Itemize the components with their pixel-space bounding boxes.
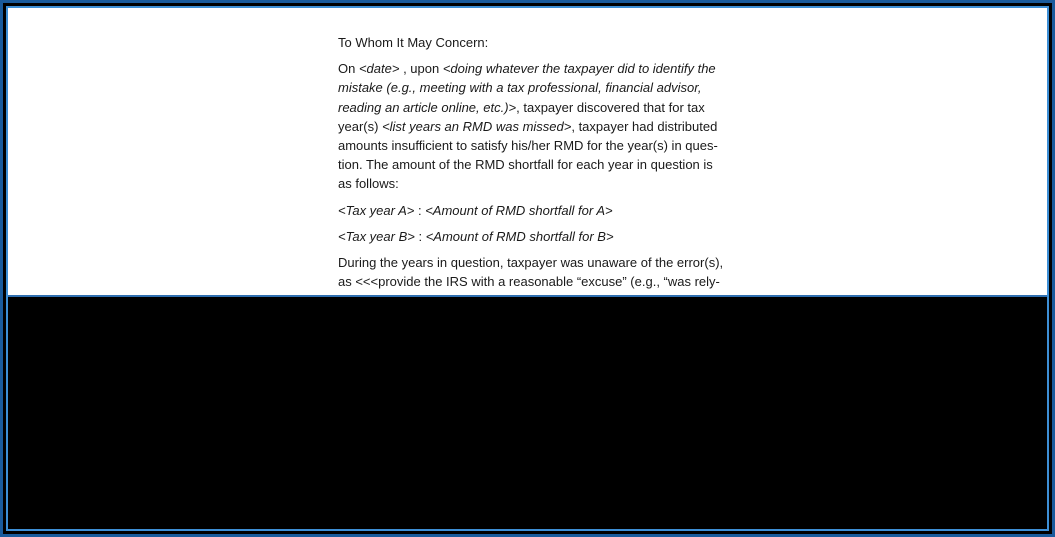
frame-inner-border: [6, 6, 1049, 531]
blank-lower-area: [8, 295, 1047, 529]
letter-body: [338, 33, 730, 295]
placeholder-tax-year-b: <Tax year B>: [338, 228, 415, 244]
placeholder-action: <doing whatever the taxpayer did to identify the mistake (e.g., meeting with a tax professional, financial advisor, reading an article online, etc.)>: [338, 61, 716, 115]
placeholder-years: <list years an RMD was missed>: [382, 118, 572, 134]
salutation: To Whom It May Concern:: [338, 35, 489, 50]
paragraph-unaware: During the years in question, taxpayer was unaware of the error(s), as <<<provide the IRS with a reasonable “excuse” (e.g., “was rely-: [338, 255, 724, 290]
separator: :: [414, 202, 426, 218]
text-segment: , upon: [399, 61, 443, 77]
placeholder-date: <date>: [358, 61, 400, 77]
paragraph-discovery: [338, 59, 730, 193]
document-page: [8, 8, 1047, 295]
placeholder-tax-year-a: <Tax year A>: [338, 202, 415, 218]
text-segment: , taxpayer had distributed amounts insufficient to satisfy his/her RMD for the year(s) in question. The amount of the RMD shortfall for each year in question is as follows:: [338, 118, 718, 192]
shortfall-line-b: [338, 227, 730, 246]
lower-divider: [8, 295, 1047, 297]
text-segment: , taxpayer discovered that for tax year(s): [338, 99, 705, 134]
placeholder-amount-a: <Amount of RMD shortfall for A>: [425, 202, 613, 218]
placeholder-amount-b: <Amount of RMD shortfall for B>: [425, 228, 614, 244]
separator: :: [414, 228, 426, 244]
shortfall-line-a: [338, 201, 730, 220]
text-segment: On: [338, 61, 359, 77]
